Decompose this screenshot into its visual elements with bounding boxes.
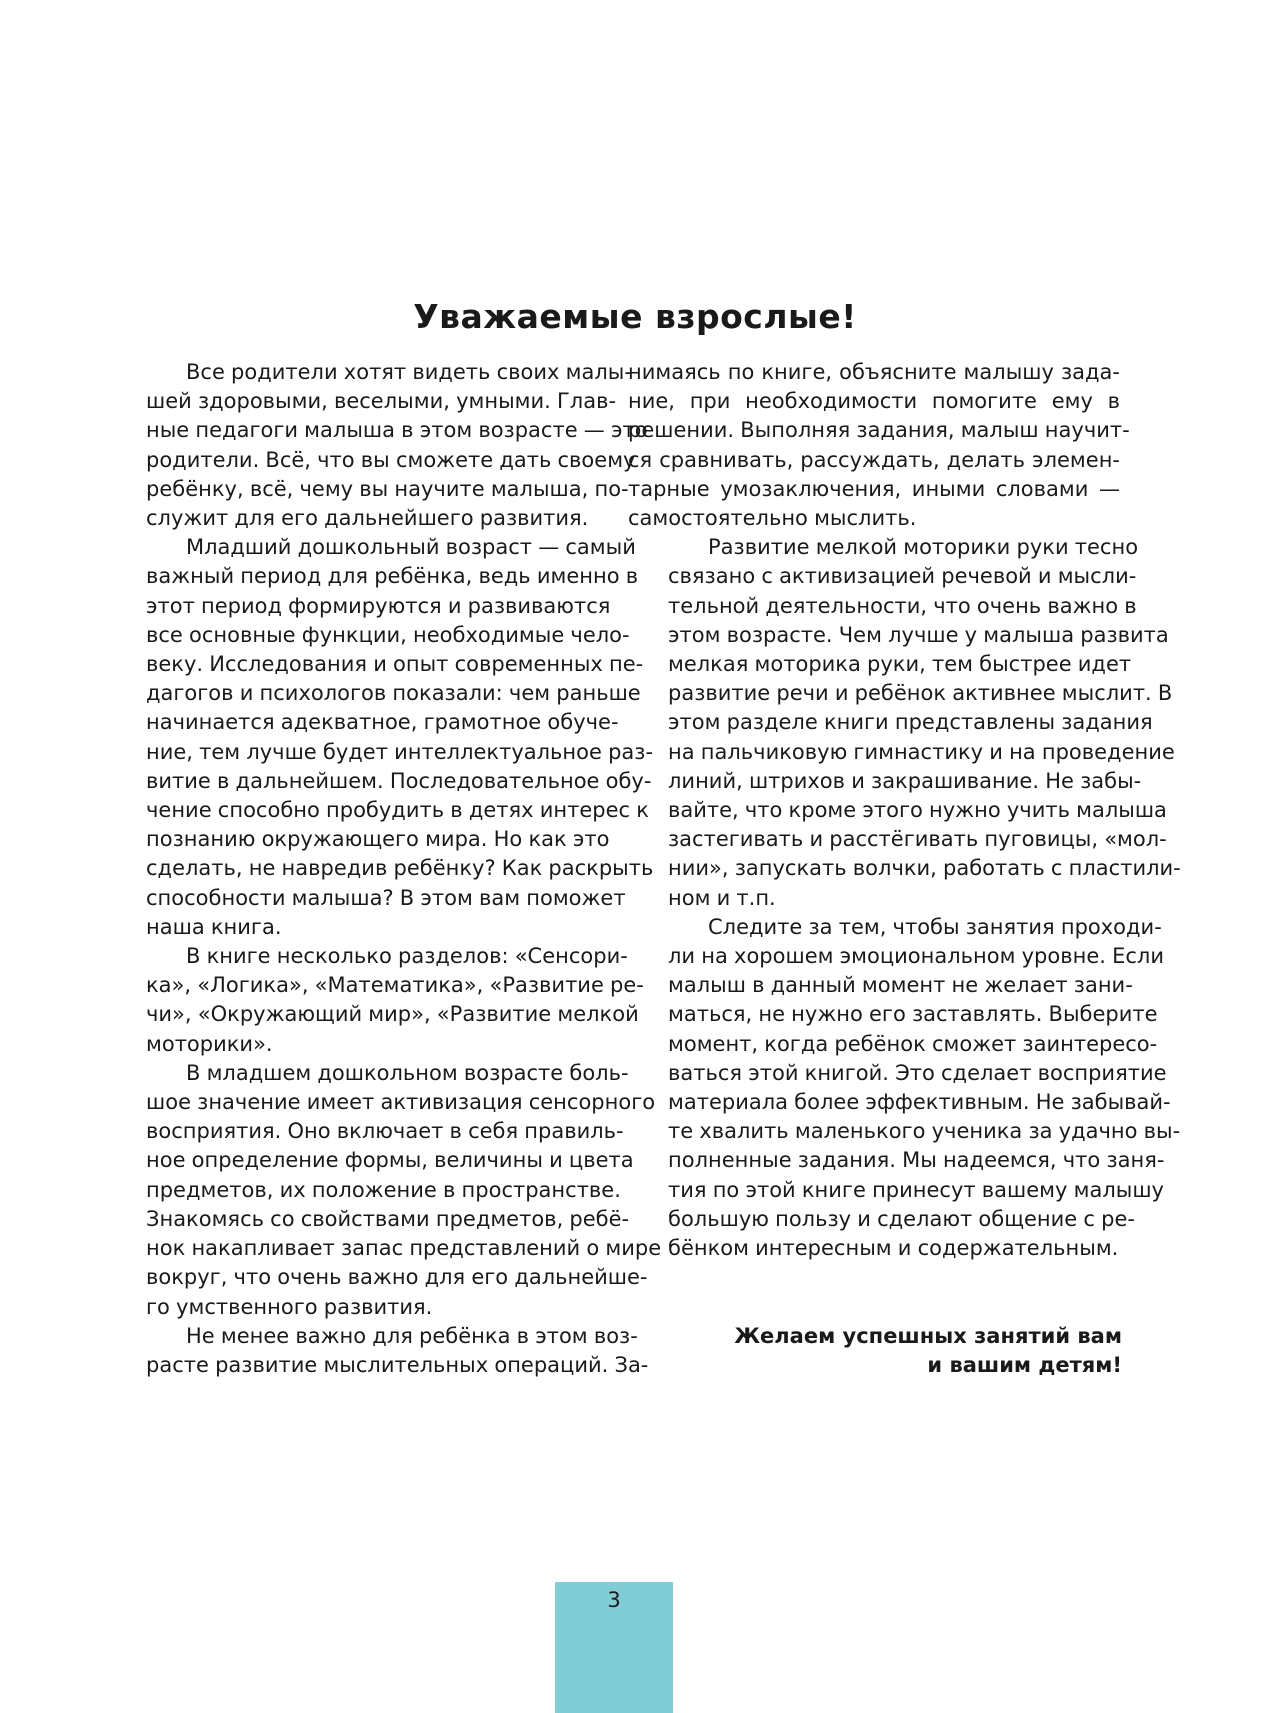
text-line: дагогов и психологов показали: чем раньше	[146, 681, 641, 706]
text-line: ние, при необходимости помогите ему в	[628, 389, 1120, 414]
text-line: малыш в данный момент не желает зани-	[668, 973, 1133, 998]
text-line: ребёнку, всё, чему вы научите малыша, по-	[146, 476, 629, 501]
text-line: тарные умозаключения, иными словами —	[628, 476, 1120, 501]
text-line: ся сравнивать, рассуждать, делать элемен-	[628, 447, 1120, 472]
text-line: решении. Выполняя задания, малыш научит-	[628, 418, 1130, 443]
text-line: этом возрасте. Чем лучше у малыша развита	[668, 622, 1169, 647]
paragraph	[106, 942, 644, 1059]
text-line: большую пользу и сделают общение с ре-	[668, 1206, 1135, 1231]
paragraph	[106, 533, 654, 942]
text-line: полненные задания. Мы надеемся, что заня-	[668, 1148, 1165, 1173]
paragraph	[106, 1322, 649, 1380]
text-line: ли на хорошем эмоциональном уровне. Если	[668, 944, 1164, 969]
text-line: наша книга.	[146, 914, 282, 939]
page-title: Уважаемые взрослые!	[413, 297, 857, 336]
paragraph	[628, 913, 1181, 1263]
closing-wish	[734, 1322, 1122, 1380]
text-line: этот период формируются и развиваются	[146, 593, 611, 618]
text-line: Все родители хотят видеть своих малы-	[186, 360, 632, 384]
text-line: способности малыша? В этом вам поможет	[146, 885, 626, 910]
text-line: познанию окружающего мира. Но как это	[146, 827, 610, 852]
text-line: бёнком интересным и содержательным.	[668, 1236, 1119, 1261]
closing-line-1: Желаем успешных занятий вам	[734, 1324, 1122, 1348]
text-line: все основные функции, необходимые чело-	[146, 622, 630, 647]
text-line: важный период для ребёнка, ведь именно в	[146, 564, 639, 589]
text-line: развитие речи и ребёнок активнее мыслит. В	[668, 681, 1173, 706]
text-line: этом разделе книги представлены задания	[668, 710, 1153, 735]
text-line: В младшем дошкольном возрасте боль-	[186, 1060, 629, 1085]
text-line: маться, не нужно его заставлять. Выберите	[668, 1002, 1158, 1027]
text-line: тия по этой книге принесут вашему малышу	[668, 1177, 1164, 1202]
text-line: ном и т.п.	[668, 885, 776, 910]
text-line: шей здоровыми, веселыми, умными. Глав-	[146, 389, 617, 414]
paragraph	[628, 533, 1181, 913]
closing-line-2: и вашим детям!	[927, 1353, 1122, 1378]
text-line: чи», «Окружающий мир», «Развитие мелкой	[146, 1002, 639, 1027]
left-text-column	[106, 358, 662, 1380]
text-line: го умственного развития.	[146, 1294, 433, 1319]
text-line: нии», запускать волчки, работать с пластили-	[668, 856, 1181, 881]
text-line: веку. Исследования и опыт современных пе-	[146, 652, 644, 677]
paragraph	[106, 358, 648, 533]
text-line: линий, штрихов и закрашивание. Не забы-	[668, 768, 1142, 793]
text-line: ние, тем лучше будет интеллектуальное раз-	[146, 739, 654, 764]
page-number: 3	[607, 1588, 621, 1612]
text-line: самостоятельно мыслить.	[628, 506, 917, 531]
text-line: связано с активизацией речевой и мысли-	[668, 564, 1137, 589]
text-line: В книге несколько разделов: «Сенсори-	[186, 944, 628, 969]
text-line: нимаясь по книге, объясните малышу зада-	[628, 360, 1120, 384]
paragraph	[628, 358, 1130, 533]
text-line: нок накапливает запас представлений о мире	[146, 1236, 662, 1261]
page-number-tab	[555, 1582, 673, 1713]
text-line: родители. Всё, что вы сможете дать своему	[146, 447, 636, 472]
text-line: сделать, не навредив ребёнку? Как раскрыть	[146, 856, 654, 881]
text-line: Знакомясь со свойствами предметов, ребё-	[146, 1206, 630, 1231]
text-line: вокруг, что очень важно для его дальнейше-	[146, 1265, 648, 1290]
text-line: мелкая моторика руки, тем быстрее идет	[668, 652, 1132, 677]
text-line: на пальчиковую гимнастику и на проведение	[668, 739, 1175, 764]
text-line: ка», «Логика», «Математика», «Развитие ре-	[146, 973, 644, 998]
text-line: витие в дальнейшем. Последовательное обу-	[146, 768, 652, 793]
text-line: тельной деятельности, что очень важно в	[668, 593, 1137, 618]
text-line: вайте, что кроме этого нужно учить малыша	[668, 798, 1167, 823]
text-line: те хвалить маленького ученика за удачно вы-	[668, 1119, 1181, 1144]
text-line: материала более эффективным. Не забывай-	[668, 1090, 1171, 1115]
text-line: момент, когда ребёнок сможет заинтересо-	[668, 1031, 1158, 1056]
text-line: ное определение формы, величины и цвета	[146, 1148, 634, 1173]
right-text-column	[628, 358, 1181, 1263]
text-line: ные педагоги малыша в этом возрасте — это	[146, 418, 648, 443]
text-line: Не менее важно для ребёнка в этом воз-	[186, 1323, 638, 1348]
text-line: ваться этой книгой. Это сделает восприятие	[668, 1060, 1167, 1085]
text-line: чение способно пробудить в детях интерес к	[146, 798, 649, 823]
text-line: Следите за тем, чтобы занятия проходи-	[708, 914, 1162, 939]
text-line: предметов, их положение в пространстве.	[146, 1177, 621, 1202]
text-line: восприятия. Оно включает в себя правиль-	[146, 1119, 624, 1144]
text-line: шое значение имеет активизация сенсорного	[146, 1090, 656, 1115]
paragraph	[106, 1059, 662, 1322]
text-line: расте развитие мыслительных операций. За-	[146, 1352, 649, 1377]
text-line: начинается адекватное, грамотное обуче-	[146, 710, 619, 735]
text-line: Младший дошкольный возраст — самый	[186, 535, 636, 560]
text-line: застегивать и расстёгивать пуговицы, «мол-	[668, 827, 1167, 852]
text-line: служит для его дальнейшего развития.	[146, 506, 589, 531]
text-line: моторики».	[146, 1031, 273, 1056]
text-line: Развитие мелкой моторики руки тесно	[708, 535, 1139, 560]
